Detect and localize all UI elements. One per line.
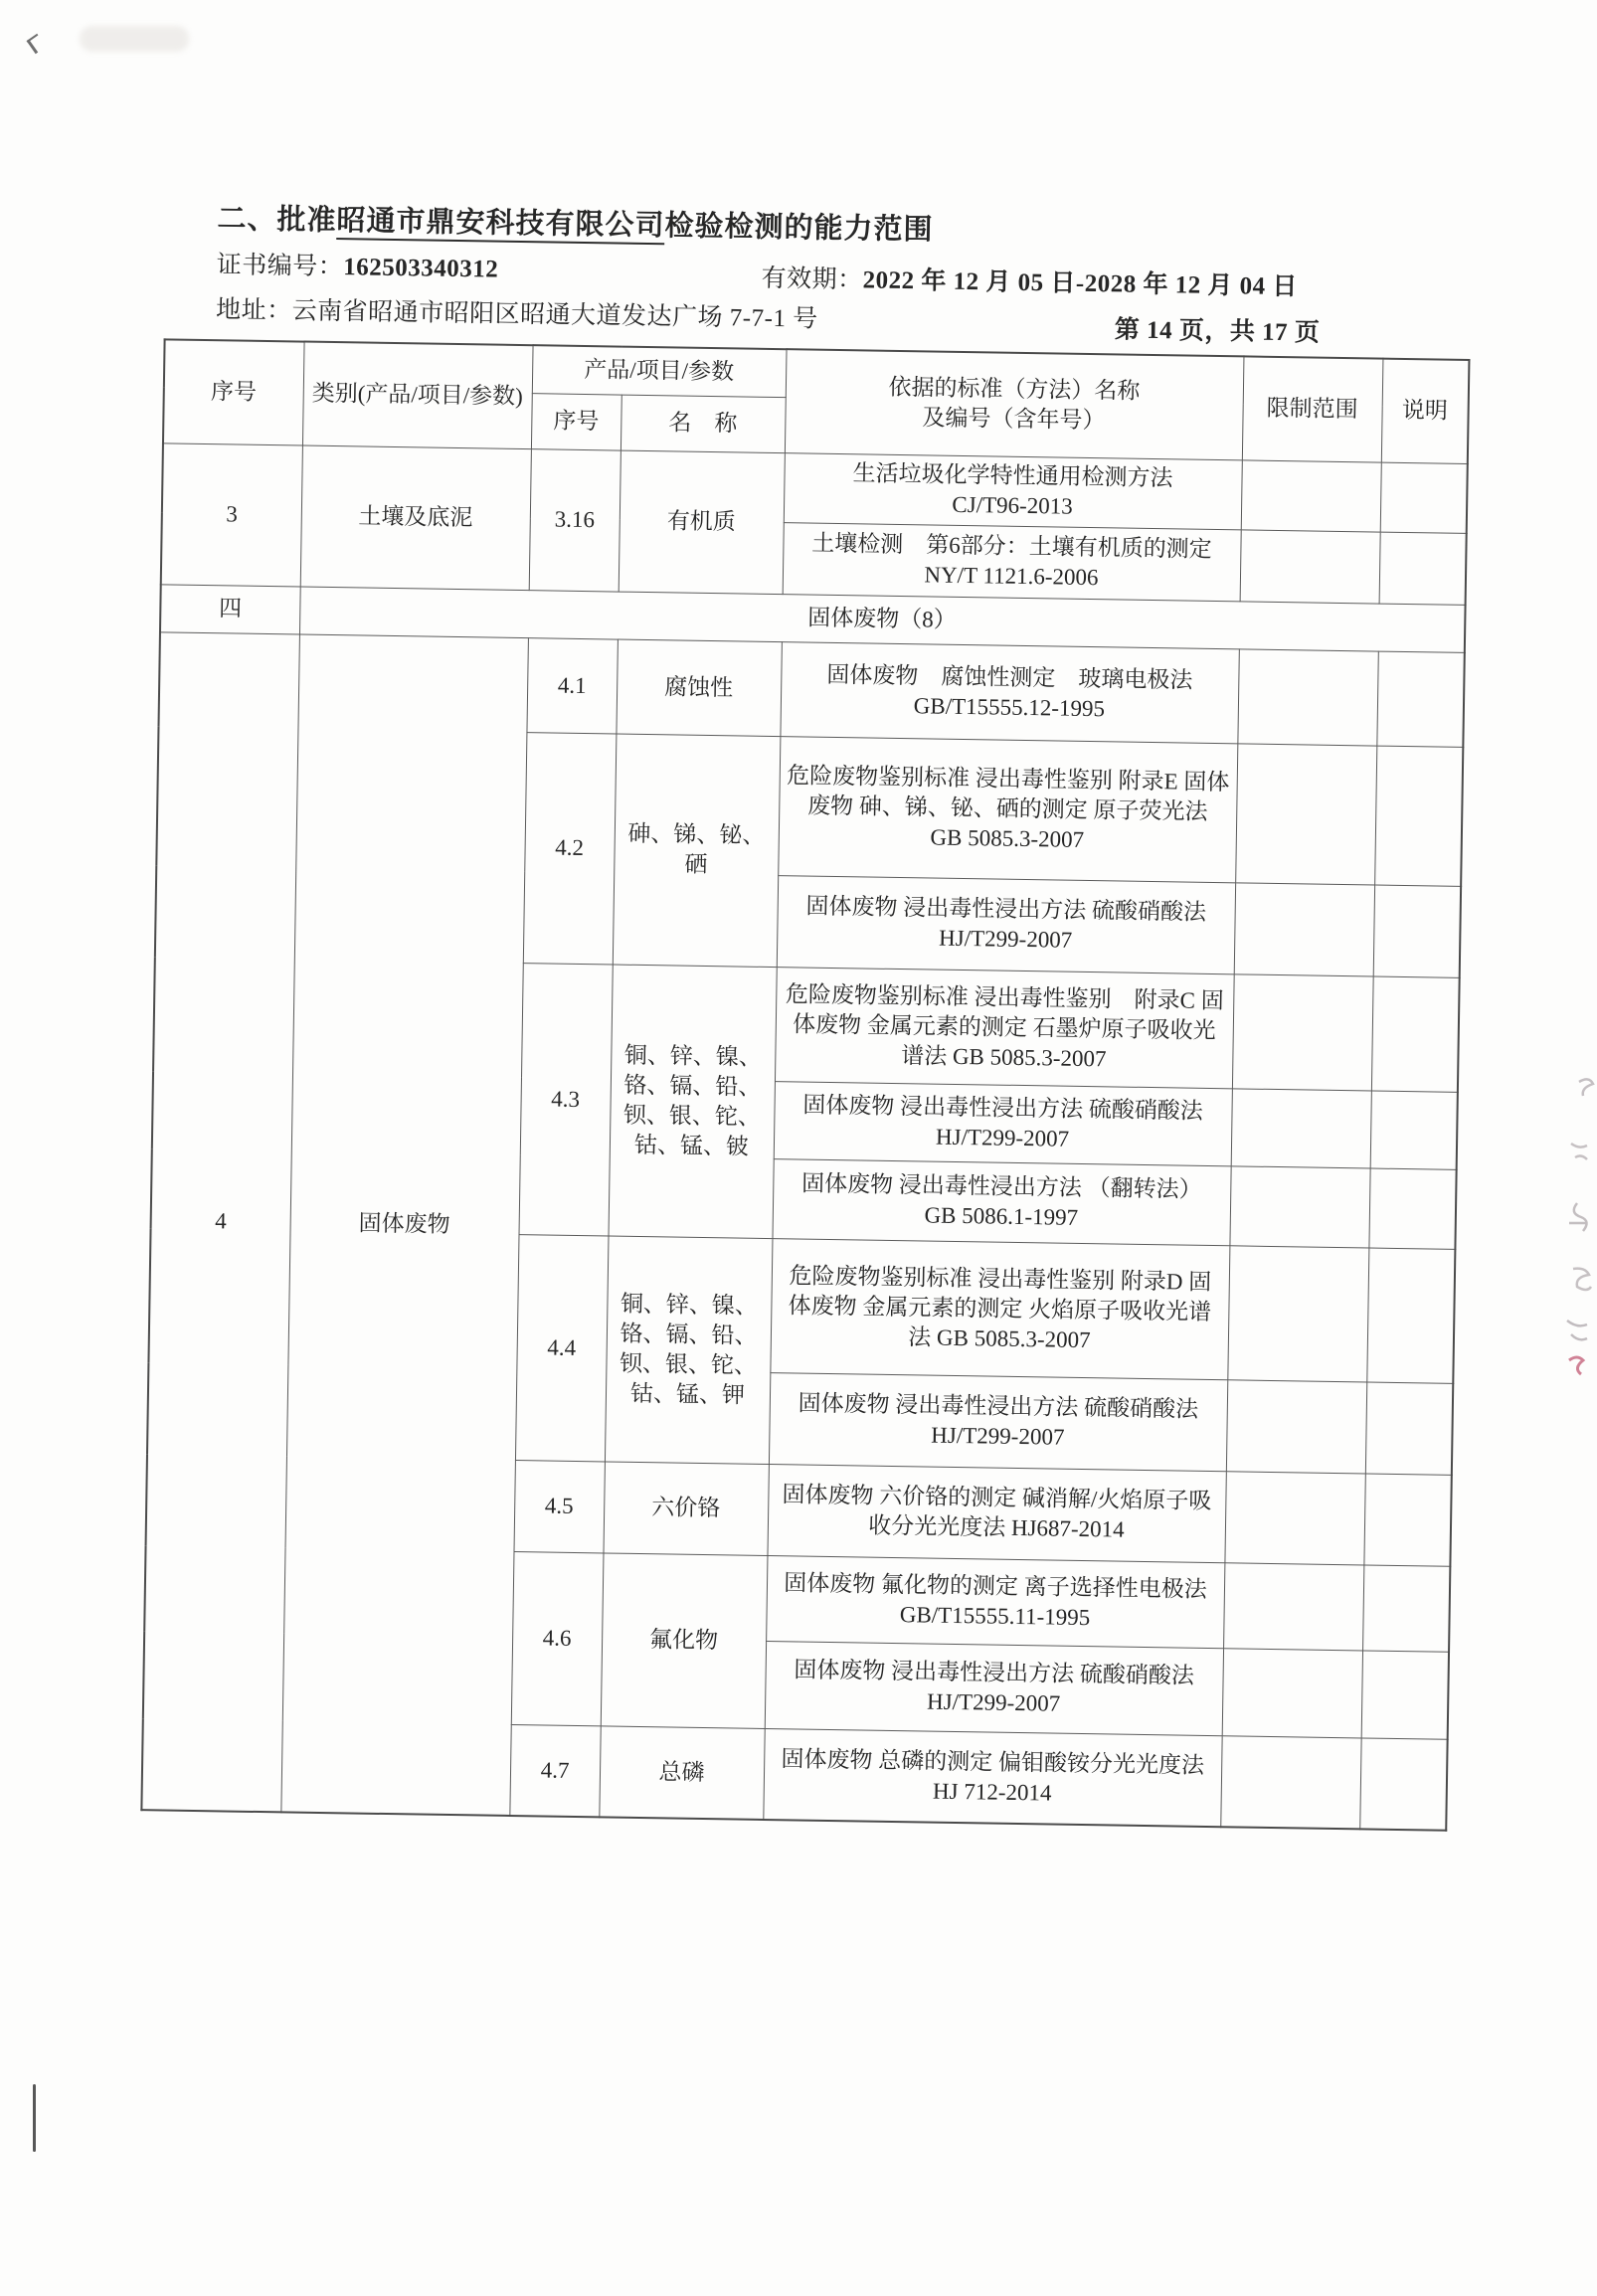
cell-note	[1366, 1247, 1455, 1382]
cell-section-seq: 四	[160, 584, 300, 633]
cell-item-name: 总磷	[599, 1725, 764, 1820]
header-product-name: 名 称	[621, 395, 786, 453]
cell-item-no: 4.3	[519, 963, 613, 1235]
cell-standard: 固体废物 六价铬的测定 碱消解/火焰原子吸收分光光度法 HJ687-2014	[767, 1464, 1225, 1562]
cell-limit	[1241, 459, 1381, 531]
cell-note	[1380, 462, 1468, 533]
cell-limit	[1223, 1562, 1363, 1650]
cell-standard: 危险废物鉴别标准 浸出毒性鉴别 附录E 固体废物 砷、锑、铋、硒的测定 原子荧光法 GB 5085.3-2007	[778, 736, 1237, 882]
header-seq: 序号	[163, 339, 304, 444]
cell-limit	[1224, 1471, 1364, 1564]
cell-standard: 固体废物 浸出毒性浸出方法 硫酸硝酸法 HJ/T299-2007	[769, 1372, 1227, 1471]
cell-limit	[1229, 1165, 1369, 1247]
header-product-group: 产品/项目/参数	[532, 345, 787, 397]
handwriting-margin-note	[1557, 1074, 1597, 1382]
cell-standard: 固体废物 浸出毒性浸出方法 （翻转法） GB 5086.1-1997	[772, 1158, 1230, 1245]
cell-standard: 生活垃圾化学特性通用检测方法 CJ/T96-2013	[784, 452, 1242, 529]
cell-item-name: 砷、锑、铋、硒	[613, 734, 781, 968]
cell-note	[1373, 885, 1461, 977]
title-suffix: 检验检测的能力范围	[664, 210, 934, 247]
cell-note	[1363, 1473, 1451, 1565]
cell-limit	[1220, 1735, 1360, 1829]
cell-standard: 危险废物鉴别标准 浸出毒性鉴别 附录C 固体废物 金属元素的测定 石墨炉原子吸收光谱法 GB 5085.3-2007	[775, 967, 1234, 1088]
cell-standard: 土壤检测 第6部分：土壤有机质的测定 NY/T 1121.6-2006	[783, 522, 1241, 601]
cell-note	[1361, 1650, 1449, 1738]
title-company-name: 昭通市鼎安科技有限公司	[336, 205, 665, 245]
header-note: 说明	[1381, 359, 1470, 463]
document-title	[217, 196, 934, 248]
header-product-seq: 序号	[531, 393, 621, 449]
cell-item-name: 铜、锌、镍、铬、镉、铅、钡、银、铊、钴、锰、铍	[609, 965, 777, 1239]
cell-limit	[1232, 973, 1373, 1090]
cell-note	[1368, 1168, 1456, 1249]
title-prefix: 二、批准	[217, 203, 337, 238]
cell-limit	[1234, 882, 1374, 975]
cell-note	[1365, 1381, 1453, 1474]
cell-seq: 4	[141, 631, 299, 1812]
cell-item-no: 4.1	[526, 637, 617, 733]
cell-note	[1379, 532, 1467, 605]
cell-seq: 3	[161, 442, 302, 586]
cell-item-name: 氟化物	[601, 1552, 768, 1728]
cell-item-no: 4.7	[509, 1724, 600, 1817]
cell-standard: 固体废物 浸出毒性浸出方法 硫酸硝酸法 HJ/T299-2007	[777, 875, 1235, 973]
pagination: 第 14 页，共 17 页	[1114, 316, 1321, 347]
cell-item-no: 4.6	[511, 1551, 604, 1725]
header-standard: 依据的标准（方法）名称 及编号（含年号）	[785, 349, 1244, 459]
cell-item-no: 4.4	[515, 1234, 609, 1461]
validity-value: 2022 年 12 月 05 日-2028 年 12 月 04 日	[862, 266, 1299, 301]
address-line	[216, 289, 818, 335]
cell-limit	[1227, 1245, 1368, 1381]
cell-item-name: 有机质	[619, 450, 785, 595]
cell-item-no: 4.2	[523, 732, 617, 964]
certificate-number-line	[217, 245, 499, 284]
cell-standard: 固体废物 氟化物的测定 离子选择性电极法 GB/T15555.11-1995	[766, 1555, 1224, 1648]
cell-limit	[1231, 1088, 1371, 1167]
cell-limit	[1226, 1379, 1366, 1473]
cell-standard: 固体废物 总磷的测定 偏钼酸铵分光光度法 HJ 712-2014	[763, 1728, 1221, 1827]
address-value: 云南省昭通市昭阳区昭通大道发达广场 7-7-1 号	[291, 297, 818, 333]
cell-note	[1376, 651, 1464, 747]
cell-standard: 固体废物 腐蚀性测定 玻璃电极法 GB/T15555.12-1995	[780, 641, 1238, 743]
cell-note	[1374, 746, 1463, 886]
cell-section-title: 固体废物（8）	[299, 587, 1466, 652]
certificate-label: 证书编号：	[216, 252, 344, 281]
capability-table	[140, 338, 1470, 1831]
cell-standard: 危险废物鉴别标准 浸出毒性鉴别 附录D 固体废物 金属元素的测定 火焰原子吸收光谱法 GB 5085.3-2007	[770, 1238, 1229, 1379]
cell-note	[1370, 1091, 1458, 1169]
cell-standard: 固体废物 浸出毒性浸出方法 硫酸硝酸法 HJ/T299-2007	[765, 1641, 1223, 1735]
cell-limit	[1222, 1648, 1362, 1737]
certificate-number: 162503340312	[343, 254, 499, 283]
cell-limit	[1240, 529, 1380, 603]
cell-item-name: 腐蚀性	[616, 639, 781, 737]
cell-item-name: 六价铬	[603, 1461, 768, 1555]
cell-category: 土壤及底泥	[300, 445, 531, 591]
cell-standard: 固体废物 浸出毒性浸出方法 硫酸硝酸法 HJ/T299-2007	[774, 1081, 1232, 1165]
cell-item-name: 铜、锌、镍、铬、镉、铅、钡、银、铊、钴、锰、钾	[605, 1235, 773, 1464]
header-limit: 限制范围	[1242, 356, 1383, 461]
scan-artifact-bottomleft	[33, 2084, 36, 2152]
cell-limit	[1235, 743, 1376, 884]
cell-item-no: 4.5	[514, 1460, 605, 1552]
cell-limit	[1237, 648, 1377, 745]
header-category: 类别(产品/项目/参数)	[302, 342, 533, 449]
cell-note	[1371, 976, 1460, 1092]
scan-smudge-top	[80, 26, 189, 52]
cell-note	[1362, 1564, 1450, 1651]
validity-label: 有效期：	[761, 265, 863, 294]
cell-item-no: 3.16	[529, 448, 621, 591]
validity-line	[761, 259, 1298, 302]
address-label: 地址：	[215, 296, 292, 325]
table-row	[158, 631, 1464, 747]
cell-note	[1359, 1737, 1447, 1830]
cell-category: 固体废物	[280, 634, 528, 1816]
table-header-row-1	[164, 339, 1470, 408]
